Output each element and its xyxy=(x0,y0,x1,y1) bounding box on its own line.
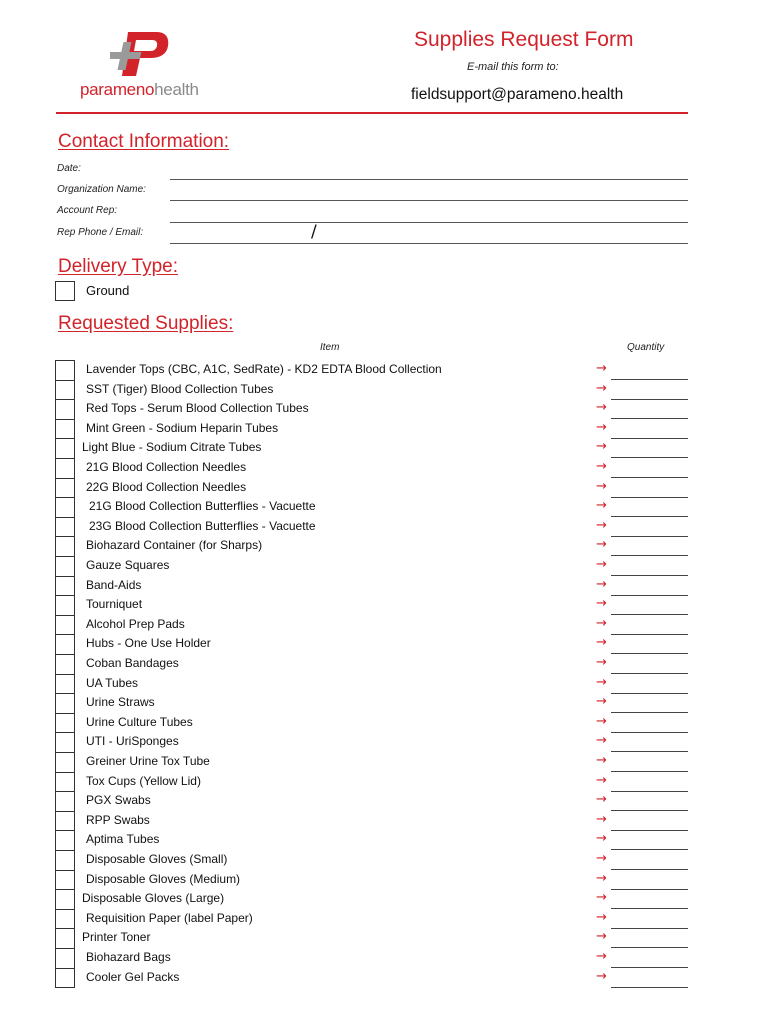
supply-checkbox[interactable] xyxy=(55,634,75,654)
supply-item-label: Cooler Gel Packs xyxy=(86,969,180,984)
supply-checkbox[interactable] xyxy=(55,595,75,615)
organization-name-label: Organization Name: xyxy=(57,184,146,195)
ground-label: Ground xyxy=(86,283,130,298)
arrow-right-icon: → xyxy=(596,635,607,651)
supply-item-label: Tourniquet xyxy=(86,597,143,612)
supply-item-label: PGX Swabs xyxy=(86,793,151,808)
logo-wordmark-part-1: parameno xyxy=(80,80,155,99)
quantity-field[interactable] xyxy=(611,516,688,517)
quantity-field[interactable] xyxy=(611,810,688,811)
supply-checkbox[interactable] xyxy=(55,360,75,380)
supplies-heading: Requested Supplies: xyxy=(58,313,234,334)
delivery-heading: Delivery Type: xyxy=(58,256,179,277)
email-instruction: E-mail this form to: xyxy=(467,61,559,73)
quantity-field[interactable] xyxy=(611,399,688,400)
arrow-right-icon: → xyxy=(596,380,607,396)
supply-item-label: Printer Toner xyxy=(82,930,151,945)
supply-checkbox[interactable] xyxy=(55,693,75,713)
supply-checkbox[interactable] xyxy=(55,419,75,439)
supply-item-label: Biohazard Container (for Sharps) xyxy=(86,538,263,553)
supply-checkbox[interactable] xyxy=(55,791,75,811)
supply-item-label: Requisition Paper (label Paper) xyxy=(86,910,253,925)
supply-checkbox[interactable] xyxy=(55,380,75,400)
supply-item-label: Coban Bandages xyxy=(86,656,179,670)
supply-item-label: Urine Straws xyxy=(86,695,155,710)
supply-checkbox[interactable] xyxy=(55,889,75,909)
quantity-field[interactable] xyxy=(611,771,688,772)
arrow-right-icon: → xyxy=(596,557,607,572)
arrow-right-icon: → xyxy=(596,870,607,886)
arrow-right-icon: → xyxy=(596,674,607,690)
supply-checkbox[interactable] xyxy=(55,517,75,537)
quantity-field[interactable] xyxy=(611,438,688,439)
quantity-column-header: Quantity xyxy=(627,342,665,353)
arrow-right-icon: → xyxy=(596,909,607,925)
quantity-field[interactable] xyxy=(611,908,688,909)
supply-checkbox[interactable] xyxy=(55,850,75,870)
quantity-field[interactable] xyxy=(611,634,688,635)
arrow-right-icon: → xyxy=(596,772,607,788)
supply-item-label: Hubs - One Use Holder xyxy=(86,636,211,651)
supply-item-label: Mint Green - Sodium Heparin Tubes xyxy=(86,420,279,435)
quantity-field[interactable] xyxy=(611,595,688,596)
quantity-field[interactable] xyxy=(611,457,688,458)
supply-checkbox[interactable] xyxy=(55,732,75,752)
supply-checkbox[interactable] xyxy=(55,438,75,458)
supply-item-label: 21G Blood Collection Butterflies - Vacuette xyxy=(89,499,316,514)
quantity-field[interactable] xyxy=(611,653,688,654)
supply-item-label: SST (Tiger) Blood Collection Tubes xyxy=(86,381,274,396)
arrow-right-icon: → xyxy=(596,596,607,612)
account-rep-label: Account Rep: xyxy=(57,205,118,216)
supply-item-label: Tox Cups (Yellow Lid) xyxy=(86,773,201,788)
arrow-right-icon: → xyxy=(596,929,607,945)
supply-item-label: Aptima Tubes xyxy=(86,832,160,847)
supply-checkbox[interactable] xyxy=(55,654,75,674)
rep-phone-email-label: Rep Phone / Email: xyxy=(57,227,144,238)
supply-item-label: UA Tubes xyxy=(86,675,139,690)
supply-checkbox[interactable] xyxy=(55,909,75,929)
supply-item-label: Disposable Gloves (Large) xyxy=(82,891,225,906)
supply-checkbox[interactable] xyxy=(55,497,75,517)
arrow-right-icon: → xyxy=(596,478,607,494)
supply-checkbox[interactable] xyxy=(55,536,75,556)
supply-checkbox[interactable] xyxy=(55,674,75,694)
quantity-field[interactable] xyxy=(611,751,688,752)
arrow-right-icon: → xyxy=(596,949,607,964)
arrow-right-icon: → xyxy=(596,694,607,710)
arrow-right-icon: → xyxy=(596,792,607,808)
supply-checkbox[interactable] xyxy=(55,576,75,596)
arrow-right-icon: → xyxy=(596,733,607,749)
supply-checkbox[interactable] xyxy=(55,713,75,733)
form-title: Supplies Request Form xyxy=(414,28,634,51)
arrow-right-icon: → xyxy=(596,537,607,553)
supply-item-label: Gauze Squares xyxy=(86,558,170,572)
arrow-right-icon: → xyxy=(596,811,607,827)
arrow-right-icon: → xyxy=(596,851,607,866)
quantity-field[interactable] xyxy=(611,889,688,890)
supply-item-label: Lavender Tops (CBC, A1C, SedRate) - KD2 EDTA Blood Collection xyxy=(86,362,442,376)
arrow-right-icon: → xyxy=(596,831,607,847)
arrow-right-icon: → xyxy=(596,498,607,514)
supply-checkbox[interactable] xyxy=(55,830,75,850)
supply-item-label: 22G Blood Collection Needles xyxy=(86,479,247,494)
quantity-field[interactable] xyxy=(611,555,688,556)
supply-item-label: UTI - UriSponges xyxy=(86,734,179,749)
quantity-field[interactable] xyxy=(611,928,688,929)
supply-checkbox[interactable] xyxy=(55,458,75,478)
supply-item-label: Urine Culture Tubes xyxy=(86,714,193,729)
logo-wordmark-part-2: health xyxy=(154,80,199,99)
supply-item-label: Disposable Gloves (Small) xyxy=(86,852,228,866)
supply-item-label: Red Tops - Serum Blood Collection Tubes xyxy=(86,401,309,416)
supply-item-label: Greiner Urine Tox Tube xyxy=(86,754,210,768)
quantity-field[interactable] xyxy=(611,967,688,968)
quantity-field[interactable] xyxy=(611,418,688,419)
quantity-field[interactable] xyxy=(611,497,688,498)
quantity-field[interactable] xyxy=(611,693,688,694)
arrow-right-icon: → xyxy=(596,459,607,474)
email-address[interactable]: fieldsupport@parameno.health xyxy=(411,86,624,103)
arrow-right-icon: → xyxy=(596,713,607,729)
contact-heading: Contact Information: xyxy=(58,131,230,152)
supply-item-label: 21G Blood Collection Needles xyxy=(86,460,247,474)
phone-email-separator: / xyxy=(311,222,317,242)
supply-checkbox[interactable] xyxy=(55,772,75,792)
quantity-field[interactable] xyxy=(611,947,688,948)
quantity-field[interactable] xyxy=(611,575,688,576)
quantity-field[interactable] xyxy=(611,987,688,988)
quantity-field[interactable] xyxy=(611,477,688,478)
quantity-field[interactable] xyxy=(611,536,688,537)
arrow-right-icon: → xyxy=(596,419,607,435)
quantity-field[interactable] xyxy=(611,614,688,615)
supply-item-label: 23G Blood Collection Butterflies - Vacuette xyxy=(89,518,316,533)
arrow-right-icon: → xyxy=(596,655,607,670)
item-column-header: Item xyxy=(320,342,340,353)
supply-checkbox[interactable] xyxy=(55,870,75,890)
quantity-field[interactable] xyxy=(611,732,688,733)
supply-checkbox[interactable] xyxy=(55,948,75,968)
arrow-right-icon: → xyxy=(596,517,607,533)
supply-item-label: Alcohol Prep Pads xyxy=(86,616,185,631)
quantity-field[interactable] xyxy=(611,791,688,792)
supply-checkbox[interactable] xyxy=(55,928,75,948)
supply-checkbox[interactable] xyxy=(55,811,75,831)
supply-checkbox[interactable] xyxy=(55,615,75,635)
supply-checkbox[interactable] xyxy=(55,399,75,419)
quantity-field[interactable] xyxy=(611,849,688,850)
supply-item-label: Light Blue - Sodium Citrate Tubes xyxy=(82,440,262,455)
arrow-right-icon: → xyxy=(596,890,607,906)
quantity-field[interactable] xyxy=(611,830,688,831)
arrow-right-icon: → xyxy=(596,753,607,768)
supply-item-label: Band-Aids xyxy=(86,577,142,592)
supply-item-label: Biohazard Bags xyxy=(86,950,171,964)
quantity-field[interactable] xyxy=(611,712,688,713)
quantity-field[interactable] xyxy=(611,673,688,674)
arrow-right-icon: → xyxy=(596,439,607,455)
supply-checkbox[interactable] xyxy=(55,752,75,772)
supply-checkbox[interactable] xyxy=(55,968,75,989)
arrow-right-icon: → xyxy=(596,361,607,376)
supply-item-label: RPP Swabs xyxy=(86,812,150,827)
arrow-right-icon: → xyxy=(596,615,607,631)
supply-checkbox[interactable] xyxy=(55,478,75,498)
arrow-right-icon: → xyxy=(596,968,607,984)
date-label: Date: xyxy=(57,163,81,174)
arrow-right-icon: → xyxy=(596,400,607,416)
supply-checkbox[interactable] xyxy=(55,556,75,576)
arrow-right-icon: → xyxy=(596,576,607,592)
quantity-field[interactable] xyxy=(611,869,688,870)
supply-item-label: Disposable Gloves (Medium) xyxy=(86,871,241,886)
quantity-field[interactable] xyxy=(611,379,688,380)
